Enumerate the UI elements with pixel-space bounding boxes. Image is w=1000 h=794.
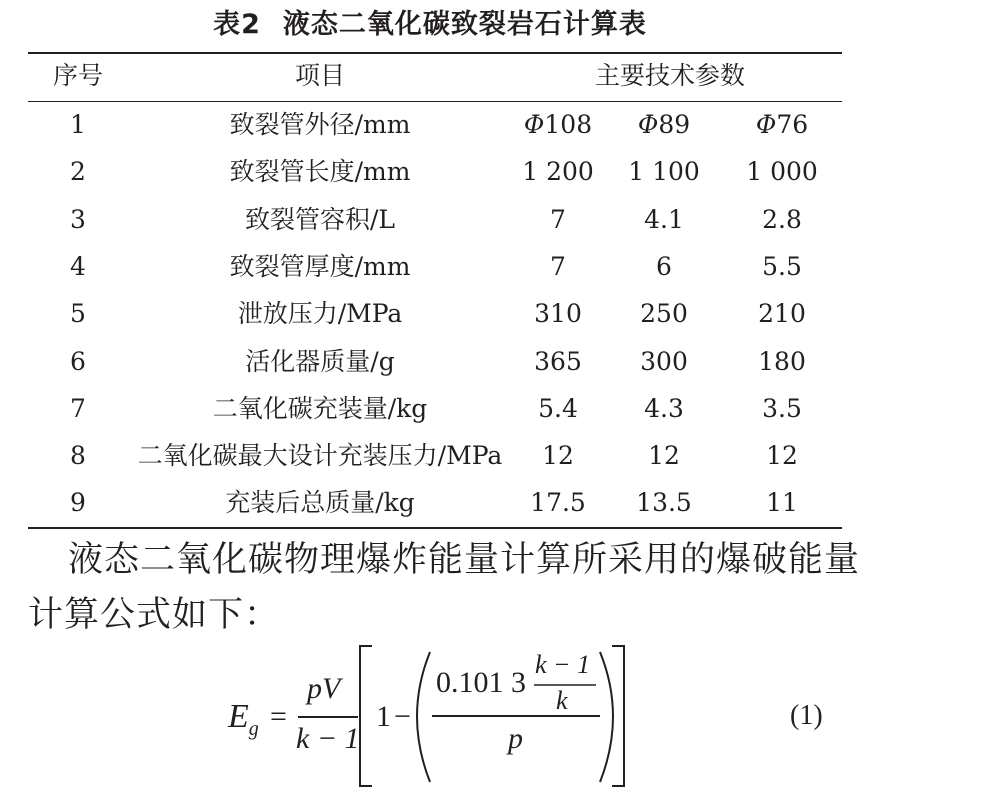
cell-value-2: 1 100 [628,157,700,187]
constant-one: 1 [376,700,391,733]
cell-value-2: Φ89 [637,110,691,139]
cell-item: 致裂管容积/L [244,204,396,234]
cell-no: 5 [70,299,86,329]
paragraph-line-2: 计算公式如下： [28,595,281,635]
cell-no: 4 [70,251,86,281]
cell-item: 充装后总质量/kg [225,488,415,518]
header-item: 项目 [294,61,346,90]
cell-item: 二氧化碳充装量/kg [212,393,428,423]
inner-numerator: 0.101 3 [436,666,526,699]
cell-value-3: 12 [766,441,798,471]
equals-sign: = [270,700,287,733]
lhs-subscript: g [248,717,259,740]
paragraph-line-1: 液态二氧化碳物理爆炸能量计算所采用的爆破能量 [68,540,861,580]
cell-no: 9 [70,488,86,518]
cell-item: 二氧化碳最大设计充装压力/MPa [137,441,503,471]
header-params: 主要技术参数 [594,61,746,90]
cell-value-1: 17.5 [530,488,586,518]
equation-number: (1) [790,700,823,731]
cell-item: 活化器质量/g [245,346,395,376]
cell-value-1: Φ108 [523,110,593,139]
table-title: 液态二氧化碳致裂岩石计算表 [282,9,647,40]
cell-value-3: 1 000 [746,157,818,187]
cell-value-3: Φ76 [755,110,809,139]
minus-sign: − [394,700,411,733]
cell-value-3: 3.5 [762,393,802,423]
cell-value-1: 12 [542,441,574,471]
cell-no: 3 [70,204,86,234]
exponent-denominator: k [556,686,568,715]
cell-value-1: 365 [534,346,582,376]
cell-no: 6 [70,346,86,376]
cell-item: 致裂管外径/mm [229,110,411,139]
cell-value-1: 7 [550,251,566,281]
cell-value-1: 5.4 [538,393,578,423]
fraction-denominator: k − 1 [296,722,360,755]
cell-value-2: 13.5 [636,488,692,518]
cell-no: 8 [70,441,86,471]
cell-value-1: 1 200 [522,157,594,187]
cell-value-2: 4.3 [644,393,684,423]
cell-no: 2 [70,157,86,187]
cell-value-3: 2.8 [762,204,802,234]
table-number: 表2 [213,9,261,40]
cell-item: 致裂管厚度/mm [229,251,411,281]
cell-value-3: 5.5 [762,251,802,281]
fraction-numerator: pV [307,672,341,705]
cell-value-1: 310 [534,299,582,329]
cell-value-2: 4.1 [644,204,684,234]
cell-value-2: 6 [656,251,672,281]
cell-item: 致裂管长度/mm [229,157,411,187]
header-no: 序号 [52,61,104,90]
cell-no: 7 [70,393,86,423]
cell-item: 泄放压力/MPa [237,299,403,329]
inner-denominator: p [508,722,523,755]
cell-value-2: 250 [640,299,688,329]
cell-value-2: 300 [640,346,688,376]
lhs-base: E [228,698,249,735]
cell-value-3: 210 [758,299,806,329]
cell-value-3: 11 [766,488,798,518]
cell-value-1: 7 [550,204,566,234]
cell-no: 1 [70,110,86,139]
cell-value-3: 180 [758,346,806,376]
exponent-numerator: k − 1 [535,650,591,679]
cell-value-2: 12 [648,441,680,471]
